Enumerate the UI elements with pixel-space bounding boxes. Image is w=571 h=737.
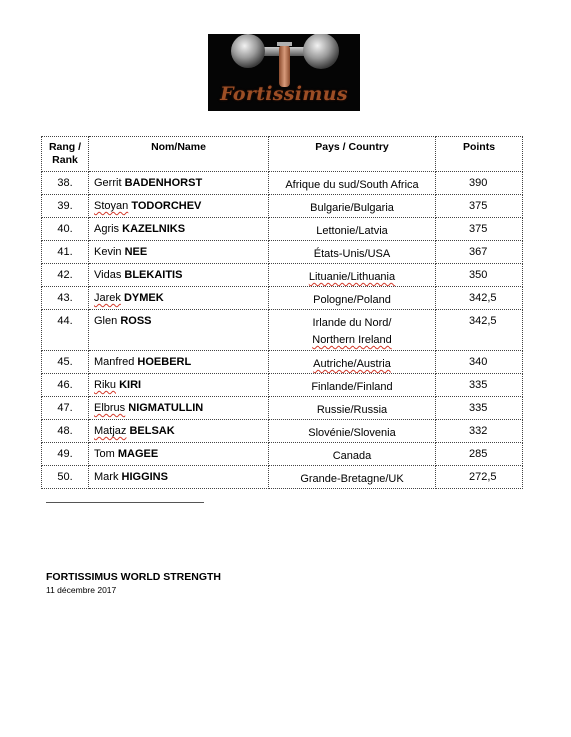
name-cell xyxy=(89,195,269,218)
country-cell xyxy=(269,466,436,489)
country-text: Autriche/Austria xyxy=(313,358,391,370)
document-date: 11 décembre 2017 xyxy=(46,585,117,595)
name-cell xyxy=(89,351,269,374)
first-name: Riku xyxy=(94,379,117,391)
last-name: ROSS xyxy=(120,315,152,327)
rank-cell: 44. xyxy=(42,310,89,351)
country-text: Afrique du sud/South Africa xyxy=(285,179,419,191)
country-text: Grande-Bretagne/UK xyxy=(300,473,404,485)
points-cell: 350 xyxy=(436,264,523,287)
country-cell xyxy=(269,420,436,443)
country-text: Finlande/Finland xyxy=(311,381,393,393)
points-cell: 390 xyxy=(436,172,523,195)
logo-text: Fortissimus xyxy=(220,83,348,105)
name-cell xyxy=(89,466,269,489)
points-cell: 342,5 xyxy=(436,287,523,310)
last-name: KAZELNIKS xyxy=(122,223,186,235)
points-cell: 285 xyxy=(436,443,523,466)
country-cell xyxy=(269,351,436,374)
points-cell: 375 xyxy=(436,195,523,218)
last-name: HIGGINS xyxy=(121,471,168,483)
first-name: Agris xyxy=(94,223,120,235)
first-name: Vidas xyxy=(94,269,122,281)
country-text: Canada xyxy=(332,450,372,462)
country-cell xyxy=(269,443,436,466)
table-row xyxy=(42,218,523,241)
country-cell xyxy=(269,218,436,241)
ranking-table xyxy=(41,136,523,489)
points-cell: 375 xyxy=(436,218,523,241)
points-cell: 340 xyxy=(436,351,523,374)
fortissimus-logo xyxy=(208,34,360,111)
country-cell xyxy=(269,172,436,195)
last-name: MAGEE xyxy=(117,448,159,460)
first-name: Stoyan xyxy=(94,200,129,212)
last-name: BADENHORST xyxy=(124,177,203,189)
country-cell xyxy=(269,241,436,264)
table-row xyxy=(42,241,523,264)
name-cell xyxy=(89,374,269,397)
country-text: Lituanie/Lithuania xyxy=(308,271,396,283)
first-name: Gerrit xyxy=(94,177,122,189)
last-name: HOEBERL xyxy=(137,356,192,368)
organization-name: FORTISSIMUS WORLD STRENGTH xyxy=(46,571,221,583)
table-row xyxy=(42,195,523,218)
name-cell xyxy=(89,287,269,310)
table-row xyxy=(42,466,523,489)
first-name: Jarek xyxy=(94,292,121,304)
first-name: Mark xyxy=(94,471,119,483)
country-text: Slovénie/Slovenia xyxy=(308,427,396,439)
points-cell: 272,5 xyxy=(436,466,523,489)
name-cell xyxy=(89,172,269,195)
country-text-line2: Northern Ireland xyxy=(312,334,392,346)
name-cell xyxy=(89,397,269,420)
country-cell xyxy=(269,195,436,218)
points-cell: 335 xyxy=(436,397,523,420)
table-header-row xyxy=(42,137,523,172)
country-cell xyxy=(269,374,436,397)
rank-cell: 46. xyxy=(42,374,89,397)
separator-line xyxy=(46,502,204,503)
rank-cell: 42. xyxy=(42,264,89,287)
name-cell xyxy=(89,264,269,287)
country-cell xyxy=(269,264,436,287)
first-name: Matjaz xyxy=(94,425,127,437)
rank-cell: 40. xyxy=(42,218,89,241)
table-row xyxy=(42,264,523,287)
last-name: DYMEK xyxy=(123,292,164,304)
country-text: Russie/Russia xyxy=(316,404,388,416)
rank-cell: 49. xyxy=(42,443,89,466)
table-row xyxy=(42,351,523,374)
points-cell: 367 xyxy=(436,241,523,264)
table-row xyxy=(42,374,523,397)
rank-cell: 48. xyxy=(42,420,89,443)
last-name: NIGMATULLIN xyxy=(128,402,204,414)
rank-cell: 47. xyxy=(42,397,89,420)
name-cell xyxy=(89,241,269,264)
last-name: TODORCHEV xyxy=(131,200,202,212)
table-row xyxy=(42,287,523,310)
first-name: Kevin xyxy=(94,246,122,258)
first-name: Glen xyxy=(94,315,118,327)
header-points: Points xyxy=(436,137,523,172)
header-country: Pays / Country xyxy=(269,137,436,172)
first-name: Elbrus xyxy=(94,402,126,414)
header-name: Nom/Name xyxy=(89,137,269,172)
country-cell xyxy=(269,310,436,351)
last-name: KIRI xyxy=(119,379,142,391)
header-rank xyxy=(42,137,89,172)
header-rank-line2: Rank xyxy=(52,154,78,166)
rank-cell: 39. xyxy=(42,195,89,218)
table-row xyxy=(42,420,523,443)
table-row xyxy=(42,443,523,466)
table-row xyxy=(42,397,523,420)
first-name: Manfred xyxy=(94,356,135,368)
points-cell: 335 xyxy=(436,374,523,397)
last-name: NEE xyxy=(124,246,148,258)
country-text-line1: Irlande du Nord/ xyxy=(312,317,392,329)
country-text: États-Unis/USA xyxy=(313,248,391,260)
country-text: Bulgarie/Bulgaria xyxy=(310,202,394,214)
name-cell xyxy=(89,310,269,351)
country-text: Pologne/Poland xyxy=(313,294,391,306)
name-cell xyxy=(89,420,269,443)
country-cell xyxy=(269,397,436,420)
country-text: Lettonie/Latvia xyxy=(316,225,388,237)
name-cell xyxy=(89,443,269,466)
rank-cell: 41. xyxy=(42,241,89,264)
table-row xyxy=(42,172,523,195)
points-cell: 342,5 xyxy=(436,310,523,351)
table-row xyxy=(42,310,523,351)
rank-cell: 50. xyxy=(42,466,89,489)
rank-cell: 45. xyxy=(42,351,89,374)
name-cell xyxy=(89,218,269,241)
rank-cell: 43. xyxy=(42,287,89,310)
last-name: BELSAK xyxy=(129,425,175,437)
first-name: Tom xyxy=(94,448,115,460)
country-cell xyxy=(269,287,436,310)
rank-cell: 38. xyxy=(42,172,89,195)
last-name: BLEKAITIS xyxy=(124,269,183,281)
header-rank-line1: Rang / xyxy=(48,141,82,153)
points-cell: 332 xyxy=(436,420,523,443)
